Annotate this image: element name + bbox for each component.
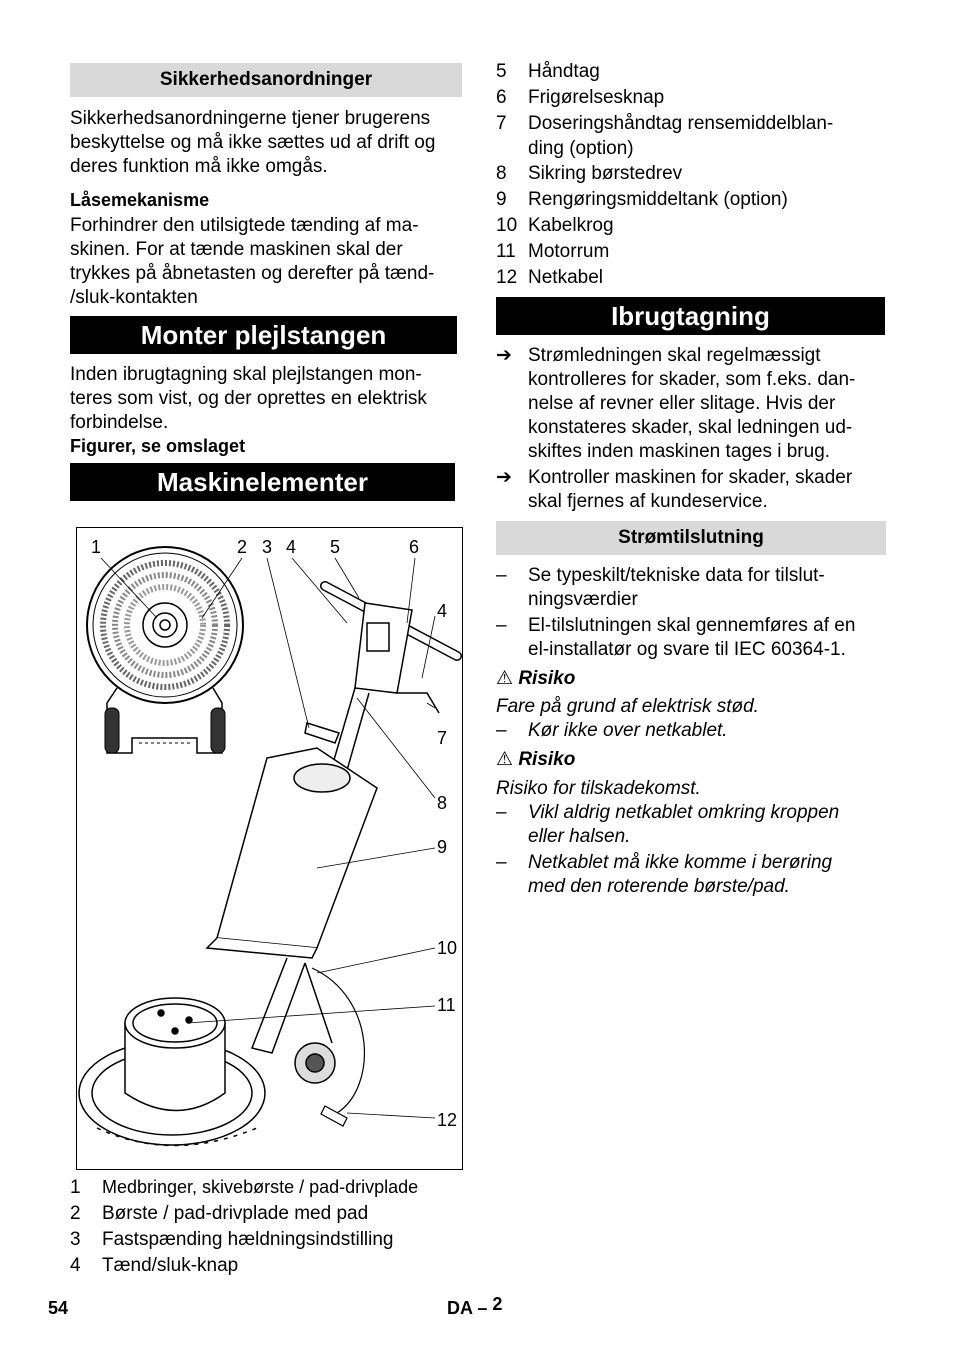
lock-text — [70, 214, 462, 310]
figures-note: Figurer, se omslaget — [70, 436, 246, 456]
risk1-text: Fare på grund af elektrisk stød. — [496, 696, 759, 717]
arrow-item-text: Strømledningen skal regelmæssigt kontrolleres for skader, som f.eks. dan- nelse af revner eller slitage. Hvis der konstateres skader, skal ledningen ud- skiftes inden maskinen tages i brug. — [528, 345, 856, 462]
list-item — [496, 59, 888, 84]
warning-triangle-icon: ⚠ — [496, 668, 514, 689]
risk2-item — [496, 801, 888, 851]
risk1-title: Risiko — [518, 668, 576, 689]
safety-heading: Sikkerhedsanordninger — [70, 63, 462, 97]
callout-1: 1 — [91, 537, 102, 557]
lock-line-3: trykkes på åbnetasten og derefter på tænd- — [70, 263, 435, 284]
safety-text — [70, 107, 462, 179]
risk2-item — [496, 851, 888, 901]
item-number: 10 — [496, 215, 518, 236]
arrow-right-icon: ➔ — [496, 467, 512, 488]
callout-6: 6 — [409, 537, 420, 557]
callout-10: 10 — [437, 938, 458, 958]
brush-detail — [87, 547, 243, 753]
lock-line-2: skinen. For at tænde maskinen skal der — [70, 239, 403, 260]
mount-line-3: forbindelse. — [70, 412, 169, 433]
brush-head — [79, 998, 265, 1146]
arrow-item — [496, 344, 888, 464]
item-number: 5 — [496, 61, 507, 82]
footer-subpage: 2 — [492, 1294, 503, 1314]
item-text: Sikring børstedrev — [528, 163, 683, 184]
base — [252, 958, 335, 1083]
elements-heading: Maskinelementer — [70, 463, 455, 501]
callout-11: 11 — [437, 995, 456, 1015]
lock-title: Låsemekanisme — [70, 190, 210, 210]
risk1-title-row — [496, 667, 575, 691]
list-item — [496, 187, 888, 212]
item-text: Frigørelsesknap — [528, 87, 665, 108]
commissioning-heading: Ibrugtagning — [496, 297, 885, 335]
mount-heading: Monter plejlstangen — [70, 316, 457, 354]
machine-figure — [76, 527, 463, 1170]
callout-5: 5 — [330, 537, 341, 557]
callout-3: 3 — [262, 537, 273, 557]
item-number: 2 — [70, 1203, 81, 1224]
warning-triangle-icon: ⚠ — [496, 749, 514, 770]
risk2-item-text: Vikl aldrig netkablet omkring kroppen eller halsen. — [528, 802, 840, 847]
footer-section — [447, 1294, 503, 1319]
dash-item — [496, 564, 888, 614]
power-heading: Strømtilslutning — [496, 521, 886, 555]
arrow-item-text: Kontroller maskinen for skader, skader skal fjernes af kundeservice. — [528, 467, 853, 512]
dash-marker: – — [496, 615, 507, 636]
machine-illustration — [77, 528, 463, 1170]
item-number: 7 — [496, 113, 507, 134]
risk1-item — [496, 719, 888, 744]
callout-9: 9 — [437, 837, 448, 857]
item-text: Håndtag — [528, 61, 600, 82]
item-number: 8 — [496, 163, 507, 184]
item-number: 1 — [70, 1177, 81, 1198]
dash-marker: – — [496, 565, 507, 586]
dash-item — [496, 614, 888, 664]
callout-8: 8 — [437, 793, 448, 813]
list-item — [70, 1253, 462, 1278]
risk2-title-row — [496, 748, 575, 772]
item-number: 9 — [496, 189, 507, 210]
dash-marker: – — [496, 852, 507, 873]
footer-dash: – — [477, 1298, 488, 1318]
arrow-item — [496, 466, 888, 516]
mount-text — [70, 363, 462, 435]
list-item — [496, 213, 888, 238]
callout-7: 7 — [437, 728, 448, 748]
item-number: 12 — [496, 267, 518, 288]
safety-line-2: beskyttelse og må ikke sættes ud af drift og — [70, 132, 436, 153]
callout-4b: 4 — [437, 601, 448, 621]
item-text: Rengøringsmiddeltank (option) — [528, 189, 788, 210]
item-text: Tænd/sluk-knap — [102, 1255, 239, 1276]
risk2-item-text: Netkablet må ikke komme i berøring med den roterende børste/pad. — [528, 852, 833, 897]
item-text: Medbringer, skivebørste / pad-drivplade — [102, 1177, 419, 1197]
item-text: Doseringshåndtag rensemiddelblan- ding (option) — [528, 113, 834, 159]
callout-4: 4 — [286, 537, 297, 557]
safety-line-3: deres funktion må ikke omgås. — [70, 156, 328, 177]
callout-2: 2 — [237, 537, 248, 557]
lock-line-4: /sluk-kontakten — [70, 287, 198, 308]
risk2-title: Risiko — [518, 749, 576, 770]
dash-marker: – — [496, 802, 507, 823]
dash-item-text: El-tilslutningen skal gennemføres af en el-installatør og svare til IEC 60364-1. — [528, 615, 856, 660]
page-number: 54 — [48, 1298, 69, 1318]
item-number: 11 — [496, 241, 516, 262]
mount-line-1: Inden ibrugtagning skal plejlstangen mon- — [70, 364, 422, 385]
list-item — [496, 265, 888, 290]
footer-lang: DA — [447, 1298, 473, 1318]
item-number: 6 — [496, 87, 507, 108]
item-number: 4 — [70, 1255, 81, 1276]
item-text: Motorrum — [528, 241, 610, 262]
safety-line-1: Sikkerhedsanordningerne tjener brugerens — [70, 108, 431, 129]
risk1-item-text: Kør ikke over netkablet. — [528, 720, 728, 741]
dash-marker: – — [496, 720, 507, 741]
mount-line-2: teres som vist, og der oprettes en elektrisk — [70, 388, 427, 409]
risk2-text: Risiko for tilskadekomst. — [496, 778, 701, 799]
list-item — [496, 239, 888, 264]
callout-12: 12 — [437, 1110, 458, 1130]
tank — [207, 748, 377, 958]
item-text: Kabelkrog — [528, 215, 614, 236]
item-text: Børste / pad-drivplade med pad — [102, 1203, 369, 1224]
dash-item-text: Se typeskilt/tekniske data for tilslut- ningsværdier — [528, 565, 825, 610]
list-item — [496, 111, 888, 161]
lock-line-1: Forhindrer den utilsigtede tænding af ma- — [70, 215, 419, 236]
item-number: 3 — [70, 1229, 81, 1250]
list-item — [496, 85, 888, 110]
item-text: Netkabel — [528, 267, 603, 288]
list-item — [496, 161, 888, 186]
item-text: Fastspænding hældningsindstilling — [102, 1229, 394, 1250]
list-item — [70, 1175, 462, 1200]
list-item — [70, 1201, 462, 1226]
arrow-right-icon: ➔ — [496, 345, 512, 366]
list-item — [70, 1227, 462, 1252]
